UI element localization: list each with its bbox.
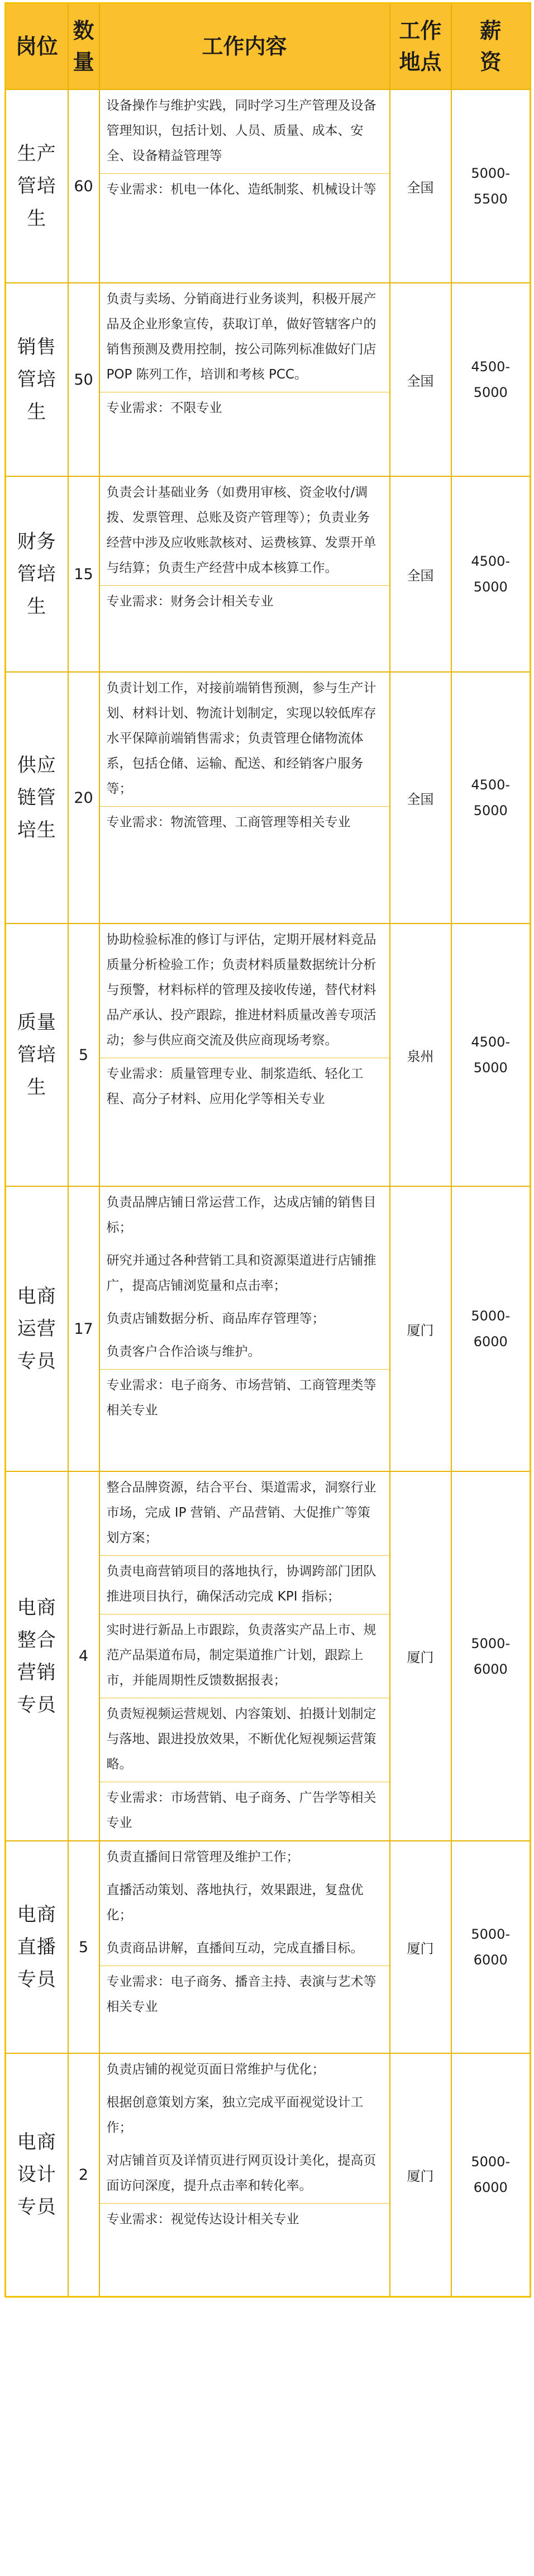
position-title: 电商设计专员: [6, 2053, 68, 2296]
work-location: 厦门: [390, 1186, 451, 1471]
salary-min: 4500-: [471, 777, 511, 793]
table-row: [6, 89, 531, 283]
job-content: [99, 1186, 390, 1471]
position-title: 供应链管培生: [6, 672, 68, 924]
content-paragraph: 负责会计基础业务（如费用审核、资金收付/调拨、发票管理、总账及资产管理等）；负责业务经营中涉及应收账款核对、运费核算、发票开单与结算；负责生产经营中成本核算工作。: [106, 485, 376, 575]
salary-range: [451, 1186, 531, 1471]
content-segment: [100, 2054, 389, 2204]
content-segment: [100, 392, 389, 425]
content-paragraph: 负责客户合作洽谈与维护。: [106, 1344, 261, 1359]
salary-max: 5000: [473, 385, 508, 400]
job-content: [99, 672, 390, 924]
content-paragraph: 负责店铺数据分析、商品库存管理等；: [106, 1311, 325, 1326]
work-location: 厦门: [390, 2053, 451, 2296]
salary-min: 5000-: [471, 1308, 511, 1324]
salary-max: 6000: [473, 1334, 508, 1349]
content-paragraph: 负责品牌店铺日常运营工作，达成店铺的销售目标；: [106, 1195, 376, 1235]
content-segment: [100, 1698, 389, 1782]
content-paragraph: 负责店铺的视觉页面日常维护与优化；: [106, 2062, 325, 2077]
content-segment: [100, 477, 389, 586]
position-title: 电商整合营销专员: [6, 1471, 68, 1841]
content-paragraph: 负责与卖场、分销商进行业务谈判，积极开展产品及企业形象宣传，获取订单，做好管辖客户的销售预测及费用控制，按公司陈列标准做好门店 POP 陈列工作，培训和考核 PCC。: [106, 292, 376, 382]
salary-range: [451, 672, 531, 924]
salary-max: 6000: [473, 1661, 508, 1677]
table-row: [6, 924, 531, 1186]
headcount: 5: [68, 1841, 99, 2053]
job-content: [99, 89, 390, 283]
salary-range: [451, 2053, 531, 2296]
content-segment: [100, 174, 389, 207]
content-paragraph: 专业需求：物流管理、工商管理等相关专业: [106, 815, 351, 830]
content-paragraph: 专业需求：质量管理专业、制浆造纸、轻化工程、高分子材料、应用化学等相关专业: [106, 1067, 364, 1106]
salary-range: [451, 89, 531, 283]
content-segment: [100, 1370, 389, 1428]
headcount: 4: [68, 1471, 99, 1841]
work-location: 厦门: [390, 1471, 451, 1841]
content-paragraph: 设备操作与维护实践，同时学习生产管理及设备管理知识，包括计划、人员、质量、成本、安全、设备精益管理等: [106, 98, 376, 163]
salary-max: 5000: [473, 1060, 508, 1076]
content-paragraph: 负责直播间日常管理及维护工作；: [106, 1850, 299, 1864]
table-row: [6, 1186, 531, 1471]
position-title: 销售管培生: [6, 283, 68, 476]
content-segment: [100, 1187, 389, 1370]
content-segment: [100, 283, 389, 392]
position-title: 质量管培生: [6, 924, 68, 1186]
work-location: 泉州: [390, 924, 451, 1186]
salary-min: 4500-: [471, 553, 511, 569]
salary-max: 5000: [473, 803, 508, 818]
content-paragraph: 专业需求：视觉传达设计相关专业: [106, 2212, 299, 2227]
table-header-row: [6, 3, 531, 90]
salary-min: 5000-: [471, 2154, 511, 2170]
content-paragraph: 专业需求：不限专业: [106, 401, 222, 415]
salary-max: 5500: [473, 191, 508, 207]
positions-table: [4, 2, 531, 2298]
table-row: [6, 1471, 531, 1841]
job-content: [99, 924, 390, 1186]
salary-min: 5000-: [471, 165, 511, 181]
job-content: [99, 283, 390, 476]
content-paragraph: 专业需求：市场营销、电子商务、广告学等相关专业: [106, 1791, 376, 1830]
content-segment: [100, 673, 389, 807]
content-paragraph: 专业需求：电子商务、市场营销、工商管理类等相关专业: [106, 1378, 376, 1418]
content-paragraph: 负责商品讲解，直播间互动，完成直播目标。: [106, 1941, 364, 1955]
table-row: [6, 1841, 531, 2053]
job-content: [99, 1841, 390, 2053]
content-segment: [100, 1966, 389, 2024]
salary-max: 6000: [473, 2180, 508, 2196]
content-segment: [100, 807, 389, 840]
content-paragraph: 协助检验标准的修订与评估，定期开展材料竞品质量分析检验工作；负责材料质量数据统计分析与预警，材料标样的管理及接收传递，替代材料品产承认、投产跟踪，推进材料质量改善专项活动；参与供应商交流及供应商现场考察。: [106, 932, 376, 1048]
content-paragraph: 专业需求：电子商务、播音主持、表演与艺术等相关专业: [106, 1974, 376, 2014]
content-paragraph: 根据创意策划方案，独立完成平面视觉设计工作；: [106, 2095, 364, 2135]
headcount: 17: [68, 1186, 99, 1471]
salary-range: [451, 1841, 531, 2053]
salary-min: 5000-: [471, 1926, 511, 1942]
content-segment: [100, 1556, 389, 1614]
header-content: 工作内容: [99, 3, 390, 90]
salary-max: 6000: [473, 1952, 508, 1968]
headcount: 5: [68, 924, 99, 1186]
content-segment: [100, 2204, 389, 2237]
table-body: [6, 89, 531, 2296]
content-paragraph: 专业需求：机电一体化、造纸制浆、机械设计等: [106, 182, 376, 197]
position-title: 生产管培生: [6, 89, 68, 283]
salary-min: 5000-: [471, 1635, 511, 1651]
content-segment: [100, 90, 389, 174]
content-segment: [100, 1058, 389, 1116]
table-row: [6, 672, 531, 924]
work-location: 全国: [390, 89, 451, 283]
headcount: 15: [68, 476, 99, 672]
content-paragraph: 实时进行新品上市跟踪，负责落实产品上市、规范产品渠道布局，制定渠道推广计划，跟踪上市，并能周期性反馈数据报表；: [106, 1623, 376, 1688]
salary-range: [451, 283, 531, 476]
content-paragraph: 专业需求：财务会计相关专业: [106, 594, 274, 609]
work-location: 全国: [390, 283, 451, 476]
salary-range: [451, 924, 531, 1186]
content-segment: [100, 1782, 389, 1840]
table-row: [6, 476, 531, 672]
header-position: 岗位: [6, 3, 68, 90]
content-paragraph: 负责计划工作，对接前端销售预测，参与生产计划、材料计划、物流计划制定，实现以较低库存水平保障前端销售需求；负责管理仓储物流体系，包括仓储、运输、配送、和经销客户服务等；: [106, 681, 376, 796]
header-location: 工作 地点: [390, 3, 451, 90]
position-title: 电商直播专员: [6, 1841, 68, 2053]
content-paragraph: 负责短视频运营规划、内容策划、拍摄计划制定与落地、跟进投放效果，不断优化短视频运营策略。: [106, 1707, 376, 1772]
headcount: 60: [68, 89, 99, 283]
content-segment: [100, 1841, 389, 1966]
salary-min: 4500-: [471, 359, 511, 375]
content-paragraph: 研究并通过各种营销工具和资源渠道进行店铺推广，提高店铺浏览量和点击率；: [106, 1253, 376, 1293]
headcount: 50: [68, 283, 99, 476]
table-row: [6, 283, 531, 476]
content-segment: [100, 1614, 389, 1698]
salary-range: [451, 476, 531, 672]
work-location: 厦门: [390, 1841, 451, 2053]
work-location: 全国: [390, 476, 451, 672]
salary-min: 4500-: [471, 1034, 511, 1050]
content-paragraph: 整合品牌资源，结合平台、渠道需求，洞察行业市场，完成 IP 营销、产品营销、大促推广等策划方案；: [106, 1480, 376, 1545]
content-segment: [100, 586, 389, 619]
salary-max: 5000: [473, 579, 508, 595]
table-row: [6, 2053, 531, 2296]
header-count: 数 量: [68, 3, 99, 90]
headcount: 20: [68, 672, 99, 924]
content-segment: [100, 924, 389, 1058]
position-title: 财务管培生: [6, 476, 68, 672]
salary-range: [451, 1471, 531, 1841]
work-location: 全国: [390, 672, 451, 924]
content-segment: [100, 1472, 389, 1556]
header-salary: 薪 资: [451, 3, 531, 90]
content-paragraph: 直播活动策划、落地执行，效果跟进，复盘优化；: [106, 1883, 364, 1922]
headcount: 2: [68, 2053, 99, 2296]
job-content: [99, 1471, 390, 1841]
content-paragraph: 负责电商营销项目的落地执行，协调跨部门团队推进项目执行，确保活动完成 KPI 指标；: [106, 1564, 376, 1604]
job-content: [99, 476, 390, 672]
position-title: 电商运营专员: [6, 1186, 68, 1471]
job-content: [99, 2053, 390, 2296]
content-paragraph: 对店铺首页及详情页进行网页设计美化，提高页面访问深度，提升点击率和转化率。: [106, 2153, 376, 2193]
